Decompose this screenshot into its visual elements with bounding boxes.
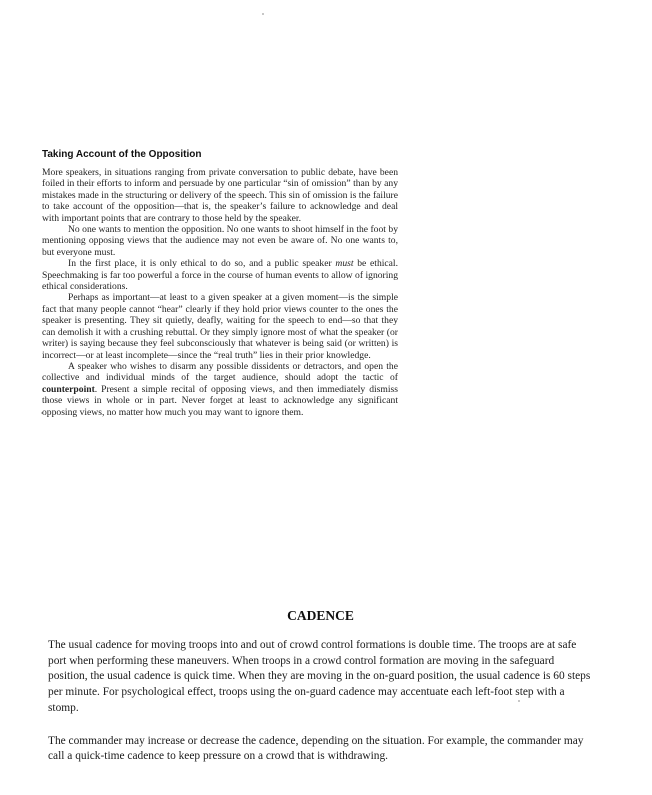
cadence-section xyxy=(48,607,593,765)
paragraph xyxy=(42,224,398,258)
section-heading: Taking Account of the Opposition xyxy=(42,149,202,160)
emphasis-text: must xyxy=(335,258,354,270)
text-segment: No one wants to mention the opposition. No one wants to shoot himself in the foot by mentioning opposing views that the audience may not even be aware of. No one wants to, but everyone must. xyxy=(42,224,398,258)
text-segment: Perhaps as important—at least to a given speaker at a given moment—is the simple fact that many people cannot “hear” clearly if they hold prior views counter to the ones the speaker is presenting. They sit quietly, deafly, waiting for the speech to end—so that they can demolish it with a crushing rebuttal. Or they simply ignore most of what the speaker (or writer) is saying because they feel subconsciously that whatever is being said (or written) is incorrect—or at least incomplete—since the “real truth” lies in their prior knowledge. xyxy=(42,292,398,361)
paragraph xyxy=(42,361,398,418)
section-heading: CADENCE xyxy=(287,608,354,623)
text-segment: . Present a simple recital of opposing views, and then immediately dismiss those views in whole or in part. Never forget at least to acknowledge any significant opposing views, no matter how much you may want to ignore them. xyxy=(42,383,398,418)
scan-speck xyxy=(262,13,264,15)
paragraph: The usual cadence for moving troops into and out of crowd control formations is double time. The troops are at safe port when performing these maneuvers. When troops in a crowd control formation are moving in the safeguard position, the usual cadence is quick time. When they are moving in the on-guard position, the usual cadence is 60 steps per minute. For psychological effect, troops using the on-guard cadence may accentuate each left-foot step with a stomp. xyxy=(48,639,591,714)
paragraph xyxy=(42,258,398,292)
text-segment: be ethical. Speechmaking is far too powerful a force in the course of human events to allow of ignoring ethical considerations. xyxy=(42,258,398,293)
paragraph xyxy=(42,292,398,360)
text-segment: In the first place, it is only ethical to do so, and a public speaker xyxy=(68,258,336,270)
key-term: counterpoint xyxy=(42,383,95,395)
opposition-section xyxy=(42,148,398,418)
paragraph: The commander may increase or decrease the cadence, depending on the situation. For example, the commander may call a quick-time cadence to keep pressure on a crowd that is withdrawing. xyxy=(48,734,584,763)
text-segment: A speaker who wishes to disarm any possible dissidents or detractors, and open the collective and individual minds of the target audience, should adopt the tactic of xyxy=(42,360,398,384)
paragraph xyxy=(42,167,398,224)
text-segment: More speakers, in situations ranging from private conversation to public debate, have been foiled in their efforts to inform and persuade by one particular “sin of omission” than by any mistakes made in the structuring or delivery of the speech. This sin of omission is the failure to take account of the opposition—that is, the speaker’s failure to acknowledge and deal with important points that are contrary to those held by the speaker. xyxy=(42,167,398,224)
